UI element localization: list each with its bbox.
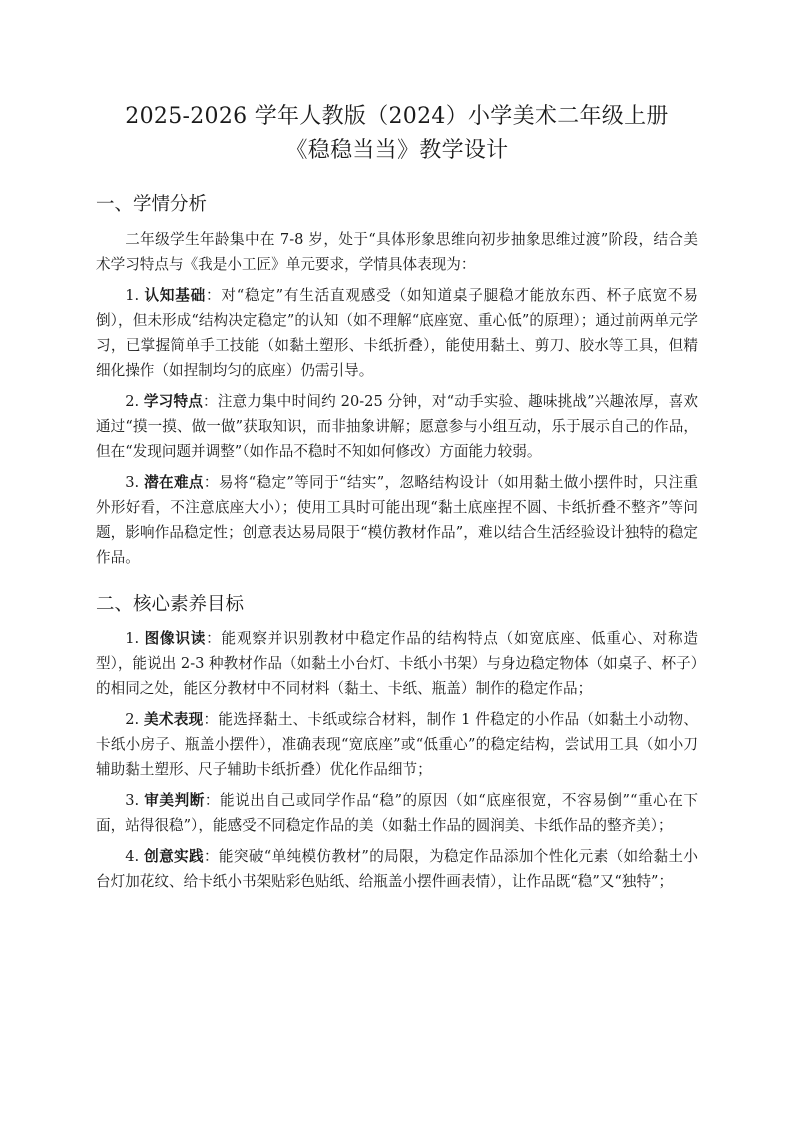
item-label: 美术表现	[144, 711, 204, 728]
item-number: 3.	[125, 474, 145, 491]
item-number: 2.	[125, 711, 145, 728]
item-text: ：能突破“单纯模仿教材”的局限，为稳定作品添加个性化元素（如给黏土小台灯加花纹、给卡纸小书架贴彩色贴纸、给瓶盖小摆件画表情），让作品既“稳”又“独特”；	[96, 848, 698, 890]
analysis-item-list	[96, 283, 698, 570]
goal-item	[96, 788, 698, 838]
item-text: ：能选择黏土、卡纸或综合材料，制作 1 件稳定的小作品（如黏土小动物、卡纸小房子、瓶盖小摆件），准确表现“宽底座”或“低重心”的稳定结构，尝试用工具（如小刀辅助黏土塑形、尺子辅助卡纸折叠）优化作品细节；	[96, 711, 698, 778]
section-heading-goals: 二、核心素养目标	[96, 594, 245, 615]
section-heading-analysis: 一、学情分析	[96, 194, 208, 215]
item-number: 1.	[125, 630, 145, 647]
item-label: 审美判断	[144, 792, 205, 809]
goal-item	[96, 707, 698, 782]
item-number: 4.	[125, 848, 145, 865]
title-line-1: 2025-2026 学年人教版（2024）小学美术二年级上册	[125, 104, 669, 129]
item-text: ：注意力集中时间约 20-25 分钟，对“动手实验、趣味挑战”兴趣浓厚，喜欢通过“摸一摸、做一做”获取知识，而非抽象讲解；愿意参与小组互动，乐于展示自己的作品，但在“发现问题并调整”（如作品不稳时不知如何修改）方面能力较弱。	[96, 393, 698, 460]
item-label: 潜在难点	[144, 474, 204, 491]
item-label: 认知基础	[144, 287, 206, 304]
title-line-2: 《稳稳当当》教学设计	[285, 138, 509, 163]
analysis-item	[96, 389, 698, 464]
item-text: ：易将“稳定”等同于“结实”，忽略结构设计（如用黏土做小摆件时，只注重外形好看，不注意底座大小）；使用工具时可能出现“黏土底座捏不圆、卡纸折叠不整齐”等问题，影响作品稳定性；创意表达易局限于“模仿教材作品”，难以结合生活经验设计独特的稳定作品。	[96, 474, 698, 566]
goals-item-list	[96, 626, 698, 894]
goal-item	[96, 844, 698, 894]
item-text: ：对“稳定”有生活直观感受（如知道桌子腿稳才能放东西、杯子底宽不易倒），但未形成“结构决定稳定”的认知（如不理解“底座宽、重心低”的原理）；通过前两单元学习，已掌握简单手工技能（如黏土塑形、卡纸折叠），能使用黏土、剪刀、胶水等工具，但精细化操作（如捏制均匀的底座）仍需引导。	[96, 287, 698, 379]
item-text: ：能观察并识别教材中稳定作品的结构特点（如宽底座、低重心、对称造型），能说出 2-3 种教材作品（如黏土小台灯、卡纸小书架）与身边稳定物体（如桌子、杯子）的相同之处，能区分教材中不同材料（黏土、卡纸、瓶盖）制作的稳定作品；	[96, 630, 698, 697]
goal-item	[96, 626, 698, 701]
item-text: ：能说出自己或同学作品“稳”的原因（如“底座很宽，不容易倒”“重心在下面，站得很稳”），能感受不同稳定作品的美（如黏土作品的圆润美、卡纸作品的整齐美）；	[96, 792, 698, 834]
section-intro-paragraph: 二年级学生年龄集中在 7-8 岁，处于“具体形象思维向初步抽象思维过渡”阶段，结合美术学习特点与《我是小工匠》单元要求，学情具体表现为：	[96, 231, 698, 273]
document-title	[96, 100, 698, 168]
item-label: 图像识读	[144, 630, 207, 647]
item-number: 3.	[125, 792, 145, 809]
item-number: 1.	[125, 287, 145, 304]
item-label: 创意实践	[144, 848, 204, 865]
item-label: 学习特点	[143, 393, 203, 410]
analysis-item	[96, 283, 698, 383]
item-number: 2.	[125, 393, 144, 410]
analysis-item	[96, 470, 698, 570]
